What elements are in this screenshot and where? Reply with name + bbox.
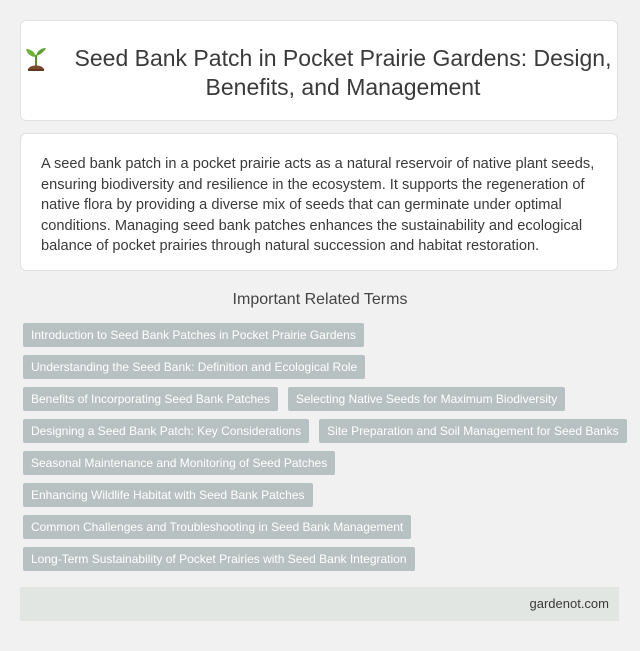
related-term-tag[interactable]: Benefits of Incorporating Seed Bank Patches [23,387,278,411]
tag-row [23,547,623,571]
tag-row [23,515,623,539]
page-title: Seed Bank Patch in Pocket Prairie Gardens: Design, Benefits, and Management [74,44,612,100]
sprout-icon [21,44,51,74]
tag-row [23,387,623,411]
related-term-tag[interactable]: Selecting Native Seeds for Maximum Biodiversity [288,387,565,411]
related-term-tag[interactable]: Designing a Seed Bank Patch: Key Considerations [23,419,309,443]
related-term-tag[interactable]: Enhancing Wildlife Habitat with Seed Bank Patches [23,483,313,507]
summary-card [20,133,618,271]
related-term-tag[interactable]: Site Preparation and Soil Management for Seed Banks [319,419,627,443]
related-terms-heading: Important Related Terms [232,291,408,308]
related-terms-list [23,323,623,579]
related-term-tag[interactable]: Understanding the Seed Bank: Definition and Ecological Role [23,355,365,379]
tag-row [23,323,623,347]
footer-site-link[interactable]: gardenot.com [529,596,609,611]
summary-text: A seed bank patch in a pocket prairie acts as a natural reservoir of native plant seeds, ensuring biodiversity and resilience in the ecosystem. It supports the regeneration of native flora by providing a diverse mix of seeds that can germinate under optimal conditions. Managing seed bank patches enhances the sustainability and ecological balance of pocket prairies through natural succession and habitat restoration. [41,156,595,255]
related-term-tag[interactable]: Seasonal Maintenance and Monitoring of Seed Patches [23,451,335,475]
tag-row [23,355,623,379]
related-term-tag[interactable]: Common Challenges and Troubleshooting in Seed Bank Management [23,515,411,539]
related-term-tag[interactable]: Introduction to Seed Bank Patches in Pocket Prairie Gardens [23,323,364,347]
tag-row [23,483,623,507]
title-card [20,20,618,121]
footer [20,587,619,621]
title-wrap [21,44,617,102]
tag-row [23,451,623,475]
related-term-tag[interactable]: Long-Term Sustainability of Pocket Prairies with Seed Bank Integration [23,547,415,571]
tag-row [23,419,623,443]
